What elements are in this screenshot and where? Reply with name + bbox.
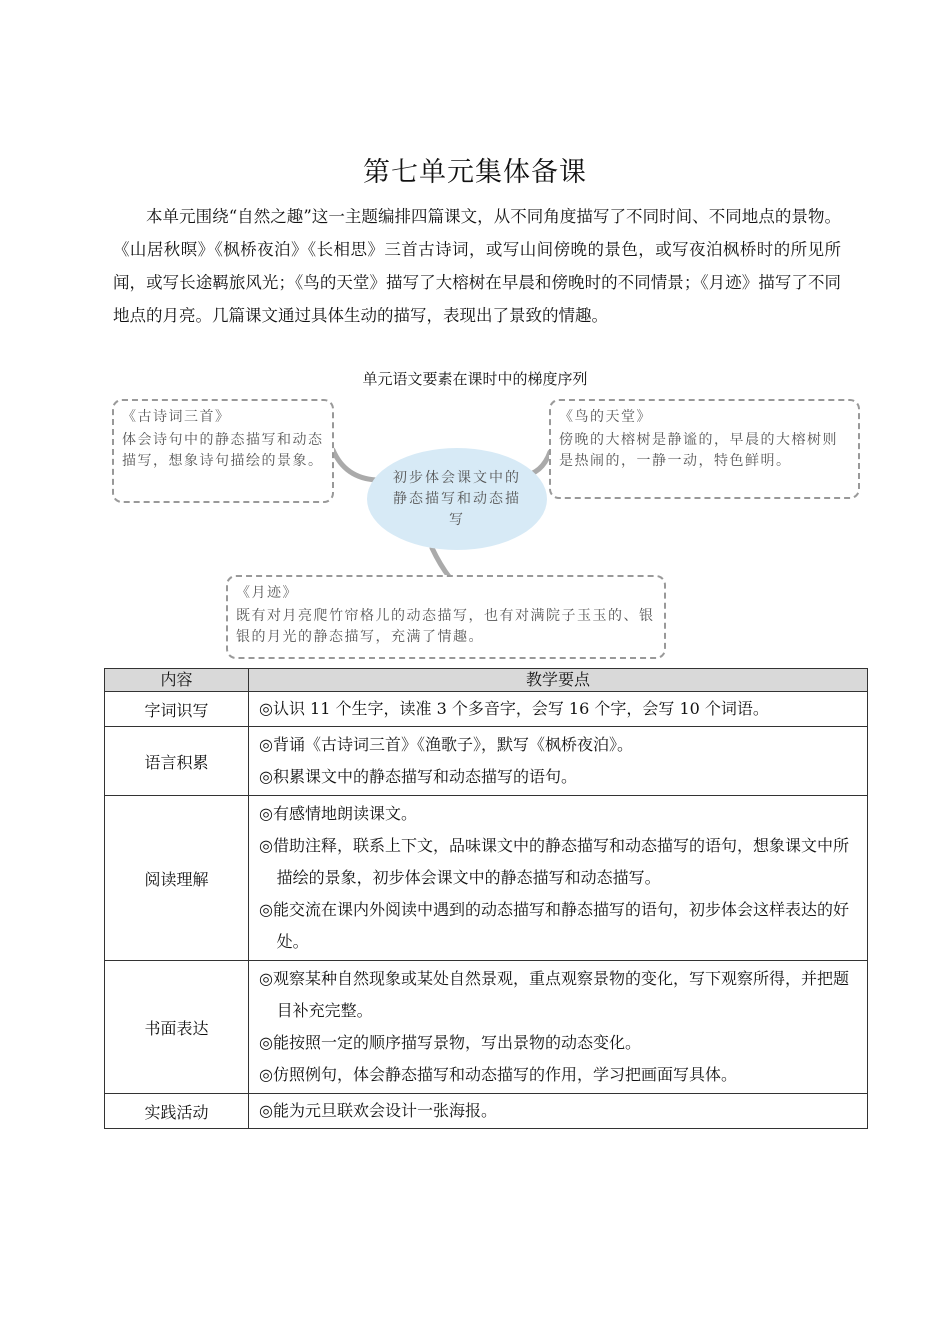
point-item: ◎背诵《古诗词三首》《渔歌子》，默写《枫桥夜泊》。: [259, 735, 633, 754]
map-box-bird-paradise: [549, 399, 860, 499]
table-row: [105, 961, 868, 1094]
map-center-ellipse: [367, 448, 547, 550]
point-item: ◎观察某种自然现象或某处自然景观，重点观察景物的变化，写下观察所得，并把题目补充完整。: [259, 969, 849, 1020]
connector-left: [333, 450, 376, 480]
map-box-title: 《古诗词三首》: [122, 409, 231, 425]
point-item: ◎借助注释，联系上下文，品味课文中的静态描写和动态描写的语句，想象课文中所描绘的景象，初步体会课文中的静态描写和动态描写。: [259, 836, 849, 887]
point-item: ◎有感情地朗读课文。: [259, 804, 417, 823]
point-item: ◎仿照例句，体会静态描写和动态描写的作用，学习把画面写具体。: [259, 1065, 737, 1084]
map-caption: 单元语文要素在课时中的梯度序列: [362, 370, 588, 388]
map-box-moon-trace: [226, 575, 666, 659]
row-points: [249, 961, 868, 1094]
row-category: 实践活动: [105, 1094, 249, 1129]
map-center-text: 初步体会课文中的静态描写和动态描写: [393, 469, 521, 528]
row-category: 阅读理解: [105, 796, 249, 961]
point-item: ◎认识 11 个生字，读准 3 个多音字，会写 16 个字，会写 10 个词语。: [259, 699, 769, 718]
map-box-poems: [112, 399, 334, 503]
row-category: 字词识写: [105, 692, 249, 727]
header-teaching-points: 教学要点: [249, 669, 868, 692]
table-row: [105, 692, 868, 727]
row-points: [249, 796, 868, 961]
mind-map-connectors: [0, 0, 950, 670]
row-points: [249, 1094, 868, 1129]
table-row: [105, 796, 868, 961]
intro-paragraph: [113, 200, 841, 332]
header-content: 内容: [105, 669, 249, 692]
point-item: ◎积累课文中的静态描写和动态描写的语句。: [259, 767, 577, 786]
point-item: ◎能交流在课内外阅读中遇到的动态描写和静态描写的语句，初步体会这样表达的好处。: [259, 900, 849, 951]
table-header-row: [105, 669, 868, 692]
map-box-text: 傍晚的大榕树是静谧的，早晨的大榕树则是热闹的，一静一动，特色鲜明。: [559, 432, 838, 469]
row-category: 语言积累: [105, 727, 249, 796]
point-item: ◎能为元旦联欢会设计一张海报。: [259, 1101, 497, 1120]
map-box-title: 《鸟的天堂》: [559, 409, 652, 425]
table-row: [105, 727, 868, 796]
map-box-title: 《月迹》: [236, 585, 298, 601]
page-title: 第七单元集体备课: [363, 157, 587, 188]
row-category: 书面表达: [105, 961, 249, 1094]
row-points: [249, 692, 868, 727]
row-points: [249, 727, 868, 796]
table-row: [105, 1094, 868, 1129]
intro-text: 本单元围绕“自然之趣”这一主题编排四篇课文，从不同角度描写了不同时间、不同地点的景物。《山居秋暝》《枫桥夜泊》《长相思》三首古诗词，或写山间傍晚的景色，或写夜泊枫桥时的所见所闻，或写长途羁旅风光；《鸟的天堂》描写了大榕树在早晨和傍晚时的不同情景；《月迹》描写了不同地点的月亮。几篇课文通过具体生动的描写，表现出了景致的情趣。: [113, 207, 841, 325]
connector-bottom: [432, 548, 450, 578]
point-item: ◎能按照一定的顺序描写景物，写出景物的动态变化。: [259, 1033, 641, 1052]
map-box-text: 既有对月亮爬竹帘格儿的动态描写，也有对满院子玉玉的、银银的月光的静态描写，充满了情趣。: [236, 608, 655, 645]
map-box-text: 体会诗句中的静态描写和动态描写，想象诗句描绘的景象。: [122, 432, 324, 469]
teaching-points-table: [104, 668, 868, 1129]
